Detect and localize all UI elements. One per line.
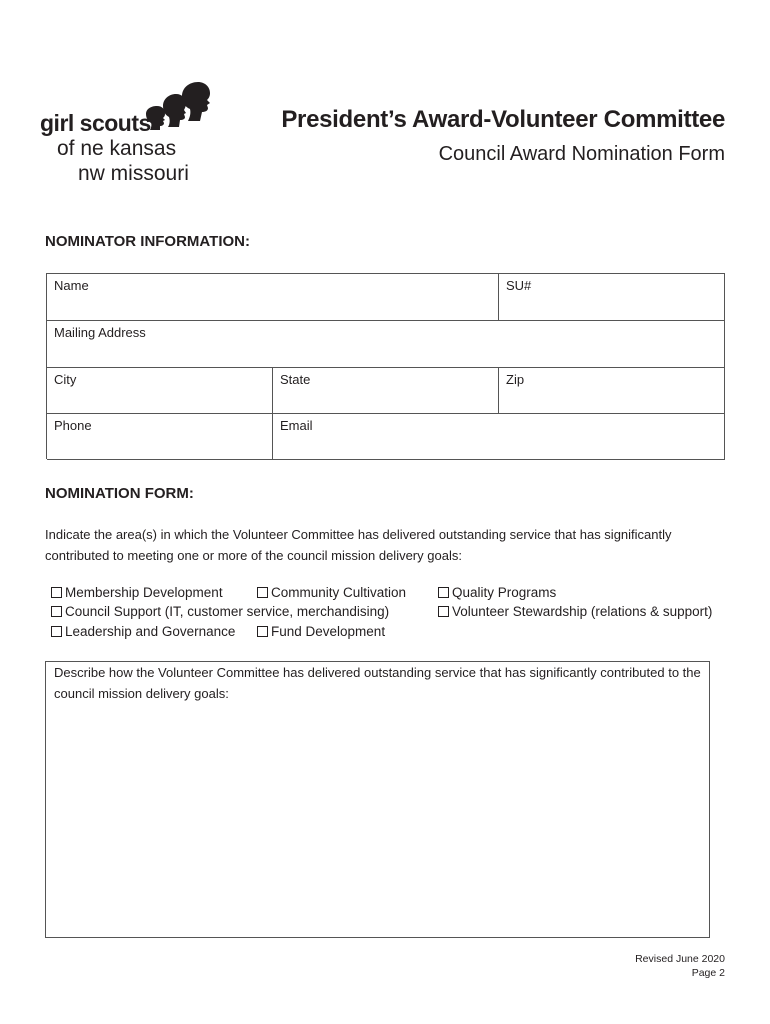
email-label: Email [280, 418, 313, 433]
name-cell[interactable] [47, 274, 499, 321]
phone-cell[interactable] [47, 414, 273, 460]
checkbox[interactable] [51, 626, 62, 637]
option-label: Community Cultivation [271, 585, 407, 600]
option-label: Leadership and Governance [65, 624, 236, 639]
zip-field[interactable] [503, 388, 720, 410]
council-logo [40, 80, 210, 190]
option-label: Membership Development [65, 585, 223, 600]
page-title: President’s Award-Volunteer Committee [281, 106, 725, 133]
logo-text-nw-missouri: nw missouri [78, 162, 189, 185]
checkbox[interactable] [257, 587, 268, 598]
option-quality-programs[interactable] [438, 585, 556, 600]
option-label: Council Support (IT, customer service, merchandising) [65, 604, 390, 619]
nomination-heading: NOMINATION FORM: [45, 485, 194, 502]
phone-field[interactable] [51, 434, 268, 456]
page-number: Page 2 [691, 967, 725, 979]
email-cell[interactable] [273, 414, 725, 460]
option-leadership-governance[interactable] [51, 624, 235, 639]
option-council-support[interactable] [51, 604, 389, 619]
logo-text-girl-scouts: girl scouts [40, 110, 151, 136]
page-subtitle: Council Award Nomination Form [438, 143, 725, 165]
su-label: SU# [506, 278, 532, 293]
phone-label: Phone [54, 418, 92, 433]
checkbox[interactable] [438, 606, 449, 617]
option-community-cultivation[interactable] [257, 585, 406, 600]
describe-service-box[interactable] [45, 661, 710, 938]
option-volunteer-stewardship[interactable] [438, 604, 712, 619]
revised-date: Revised June 2020 [635, 953, 725, 965]
checkbox[interactable] [51, 606, 62, 617]
mailing-address-cell[interactable] [47, 321, 725, 368]
zip-label: Zip [506, 372, 525, 387]
zip-cell[interactable] [499, 368, 725, 414]
option-label: Volunteer Stewardship (relations & support) [452, 604, 713, 619]
checkbox[interactable] [51, 587, 62, 598]
nomination-instructions: Indicate the area(s) in which the Volunteer Committee has delivered outstanding service that has significantly contributed to meeting one or more of the council mission delivery goals: [45, 527, 672, 563]
checkbox[interactable] [438, 587, 449, 598]
option-label: Quality Programs [452, 585, 557, 600]
mailing-address-label: Mailing Address [54, 325, 146, 340]
checkbox[interactable] [257, 626, 268, 637]
trefoil-profiles-icon [140, 80, 220, 132]
option-fund-development[interactable] [257, 624, 385, 639]
option-membership-development[interactable] [51, 585, 223, 600]
city-field[interactable] [51, 388, 268, 410]
option-label: Fund Development [271, 624, 386, 639]
state-label: State [280, 372, 311, 387]
su-cell[interactable] [499, 274, 725, 321]
state-cell[interactable] [273, 368, 499, 414]
city-cell[interactable] [47, 368, 273, 414]
city-label: City [54, 372, 77, 387]
nominator-heading: NOMINATOR INFORMATION: [45, 233, 250, 250]
describe-service-label: Describe how the Volunteer Committee has delivered outstanding service that has significantly contributed to the council mission delivery goals: [54, 665, 701, 701]
describe-service-textarea[interactable] [52, 710, 703, 931]
nominator-info-table [46, 273, 725, 459]
email-field[interactable] [277, 434, 720, 456]
mailing-address-field[interactable] [51, 341, 720, 364]
logo-text-ne-kansas: of ne kansas [57, 137, 177, 160]
state-field[interactable] [277, 388, 494, 410]
name-label: Name [54, 278, 89, 293]
name-field[interactable] [51, 294, 494, 317]
su-field[interactable] [503, 294, 720, 317]
